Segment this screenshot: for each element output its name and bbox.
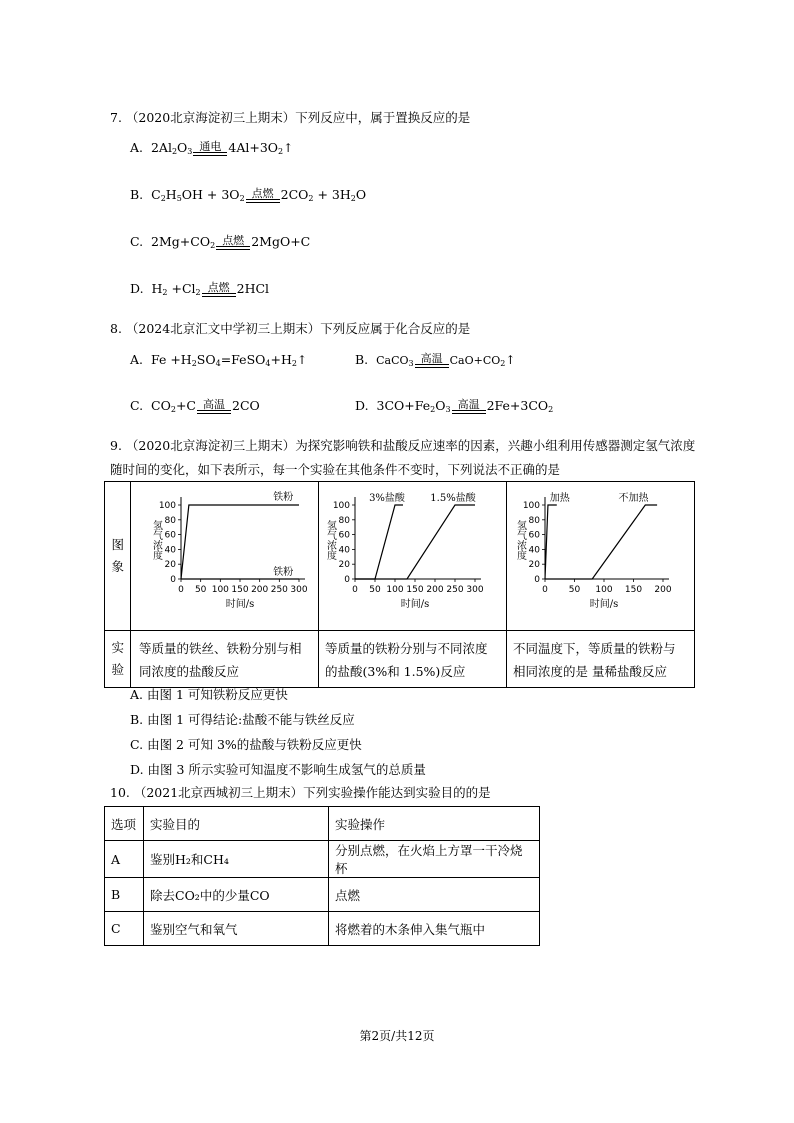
x-axis-label: 时间/s [589,599,619,610]
table-cell: A [105,841,144,878]
x-tick-label: 200 [251,585,269,595]
table-row [105,841,540,878]
table-header: 实验操作 [329,807,540,841]
y-tick-label: 0 [344,575,350,585]
row-head-text: 实验 [111,640,125,677]
y-tick-label: 40 [338,545,350,556]
table-cell: 点燃 [329,878,540,912]
option-letter: C. [130,398,144,413]
reaction-condition: 点燃 [222,234,245,247]
option-letter: B. [355,352,369,367]
x-tick-label: 100 [595,585,613,595]
option-letter: A. [130,140,144,155]
q8-option-b: B. CaCO$_3$ 高温 $CaO+CO_2↑$ [355,352,516,368]
table-header: 实验目的 [144,807,329,841]
reaction-condition: 通电 [199,140,222,153]
option-letter: D. [355,398,369,413]
reaction-condition: 点燃 [207,281,230,294]
y-tick-label: 20 [528,560,540,571]
q7-option-d: D. $H_2 +Cl_2$ 点燃 2HCl [130,281,270,297]
series-label: 1.5%盐酸 [430,493,476,504]
q7-option-a: A. $2Al_2O_3$ 通电 $4Al+3O_2↑$ [130,140,294,156]
x-tick-label: 200 [426,585,444,595]
series-label: 加热 [549,493,570,504]
y-tick-label: 0 [534,575,540,585]
series-label: 3%盐酸 [369,493,405,504]
x-axis-label: 时间/s [400,599,430,610]
x-tick-label: 50 [194,585,207,595]
table-cell: B [105,878,144,912]
reaction-condition: 高温 [420,352,443,365]
y-tick-label: 80 [164,515,176,526]
series-line [545,505,657,579]
row-head-text: 图象 [111,537,125,574]
x-tick-label: 50 [568,585,581,595]
q8-option-a: A. $Fe +H_2SO_4=FeSO_4+H_2↑$ [130,352,307,368]
x-tick-label: 300 [290,585,308,595]
table-cell: 鉴别H₂和CH₄ [144,841,329,878]
q9-option-c: C. 由图 2 可知 3%的盐酸与铁粉反应更快 [130,737,362,752]
x-tick-label: 0 [352,585,358,595]
x-tick-label: 0 [178,585,184,595]
y-tick-label: 60 [528,530,540,541]
x-tick-label: 150 [231,585,249,595]
chart-cell-1 [131,482,319,631]
q8-option-c: C. $CO_2+C$ 高温 2CO [130,398,260,414]
x-tick-label: 150 [624,585,643,595]
y-tick-label: 60 [338,530,350,541]
exp-1: 等质量的铁丝、铁粉分别与相同浓度的盐酸反应 [131,631,319,688]
series-line [355,505,475,579]
option-letter: D. [130,281,144,296]
row-head-graph [105,482,131,631]
q9-stem-line1: 9. （2020北京海淀初三上期末）为探究影响铁和盐酸反应速率的因素，兴趣小组利用传感器测定氢气浓度 [110,438,696,453]
table-row [105,878,540,912]
y-tick-label: 20 [164,560,176,571]
table-cell: 除去CO₂中的少量CO [144,878,329,912]
option-letter: C. [130,234,144,249]
table-header: 选项 [105,807,144,841]
chart-3 [507,482,694,627]
y-tick-label: 0 [170,575,176,585]
y-tick-label: 60 [164,530,176,541]
y-tick-label: 100 [522,501,540,511]
series-label: 铁粉 [273,492,294,503]
y-axis-label: 氢气浓度 [514,520,526,560]
q7-option-c: C. $2Mg+CO_2$ 点燃 2MgO+C [130,234,311,250]
y-axis-label: 氢气浓度 [150,520,162,560]
q8-stem: 8. （2024北京汇文中学初三上期末）下列反应属于化合反应的是 [110,321,471,336]
q9-option-d: D. 由图 3 所示实验可知温度不影响生成氢气的总质量 [130,762,426,777]
x-tick-label: 100 [211,585,229,595]
table-cell: C [105,912,144,946]
table-cell: 将燃着的木条伸入集气瓶中 [329,912,540,946]
x-axis-label: 时间/s [225,599,255,610]
x-tick-label: 150 [406,585,424,595]
x-tick-label: 50 [369,585,381,595]
q9-table [104,481,695,688]
q10-stem: 10. （2021北京西城初三上期末）下列实验操作能达到实验目的的是 [110,785,491,800]
q9-stem-line2: 随时间的变化，如下表所示，每一个实验在其他条件不变时，下列说法不正确的是 [110,462,561,477]
option-letter: B. [130,187,144,202]
x-tick-label: 100 [386,585,404,595]
table-header-row [105,807,540,841]
y-axis-label: 氢气浓度 [324,520,336,560]
x-tick-label: 0 [542,585,548,595]
reaction-condition: 高温 [203,398,225,411]
table-cell: 分别点燃，在火焰上方罩一干冷烧杯 [329,841,540,878]
chart-1 [131,482,318,627]
q7-stem: 7. （2020北京海淀初三上期末）下列反应中，属于置换反应的是 [110,110,471,125]
row-head-exp [105,631,131,688]
q7-option-b: B. $C_2H_5OH + 3O_2$ 点燃 $2CO_2 + 3H_2O$ [130,187,367,203]
series-line [545,505,557,579]
reaction-condition: 点燃 [251,187,274,200]
series-label: 铁粉 [273,567,294,578]
chart-cell-3 [507,482,695,631]
y-tick-label: 100 [332,501,350,511]
q8-option-d: D. $3CO+Fe_2O_3$ 高温 $2Fe+3CO_2$ [355,398,554,414]
x-tick-label: 250 [270,585,288,595]
series-line [355,505,403,579]
chart-2 [319,482,506,627]
y-tick-label: 40 [528,545,540,556]
q10-table [104,806,540,946]
exp-3: 不同温度下，等质量的铁粉与相同浓度的是 量稀盐酸反应 [507,631,695,688]
y-tick-label: 40 [164,545,176,556]
table-cell: 鉴别空气和氧气 [144,912,329,946]
reaction-condition: 高温 [457,398,480,411]
x-tick-label: 300 [466,585,484,595]
option-letter: A. [130,352,144,367]
q9-option-a: A. 由图 1 可知铁粉反应更快 [130,687,288,702]
exp-2: 等质量的铁粉分别与不同浓度的盐酸(3%和 1.5%)反应 [319,631,507,688]
series-label: 不加热 [618,493,649,504]
y-tick-label: 80 [528,515,540,526]
table-row [105,912,540,946]
chart-cell-2 [319,482,507,631]
x-tick-label: 200 [654,585,672,595]
y-tick-label: 80 [338,515,350,526]
page-footer: 第2页/共12页 [359,1029,435,1043]
x-tick-label: 250 [446,585,464,595]
y-tick-label: 20 [338,560,350,571]
q9-option-b: B. 由图 1 可得结论:盐酸不能与铁丝反应 [130,712,355,727]
y-tick-label: 100 [158,501,176,511]
